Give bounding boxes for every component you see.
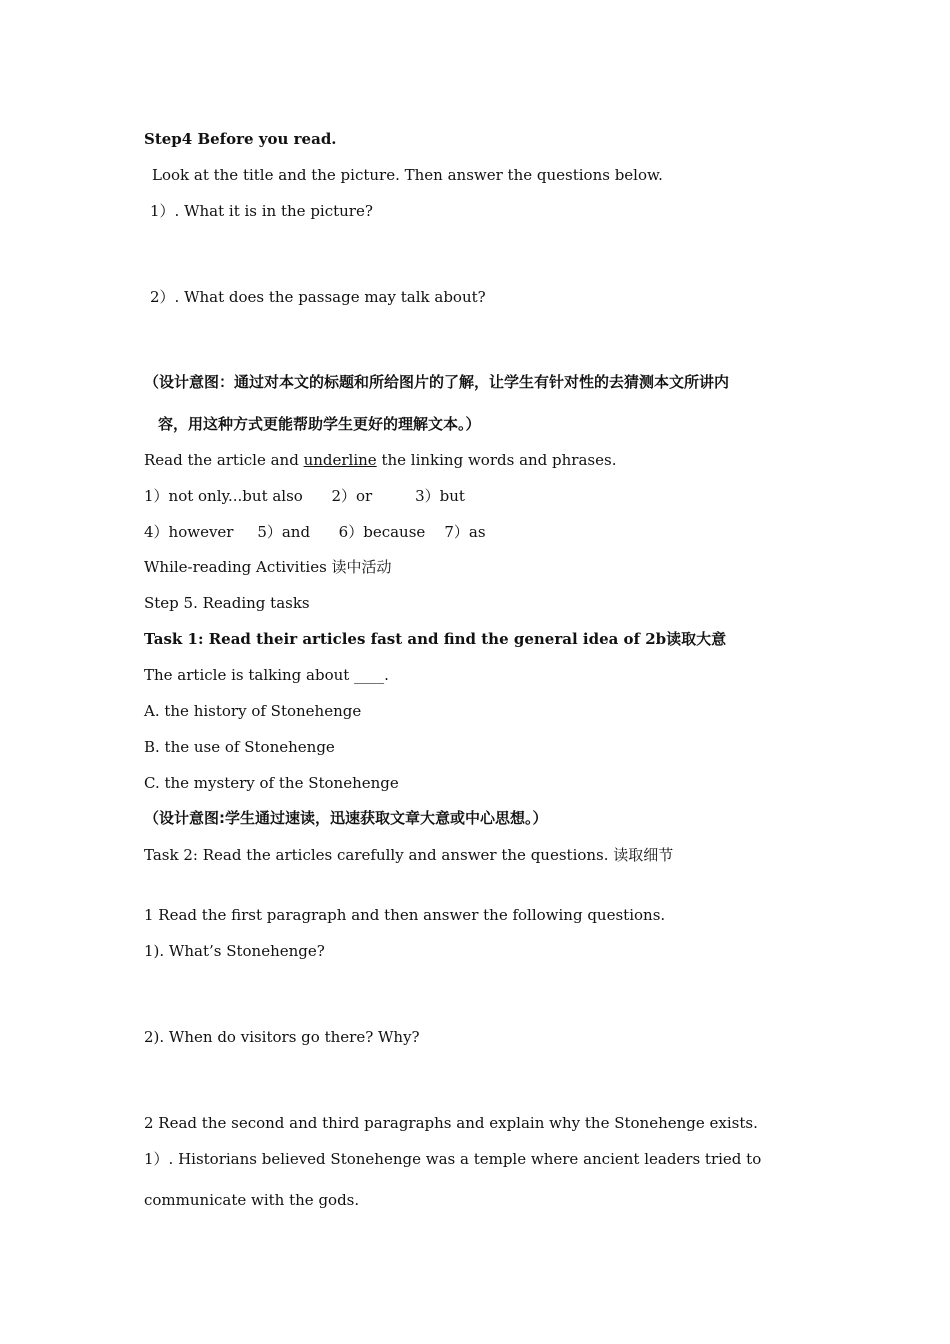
linking-instruction xyxy=(144,450,616,470)
linking-instruction-post: the linking words and phrases. xyxy=(376,451,617,469)
linking-instruction-pre: Read the article and xyxy=(144,451,304,469)
task1-question: The article is talking about ____. xyxy=(144,666,389,684)
task2-part2-answer-1-line1: 1）. Historians believed Stonehenge was a temple where ancient leaders tried to xyxy=(144,1150,762,1168)
task2-part2-answer-1-line2: communicate with the gods. xyxy=(144,1191,360,1209)
design-note-1-line1: （设计意图：通过对本文的标题和所给图片的了解，让学生有针对性的去猜测本文所讲内 xyxy=(144,373,730,391)
task1-option-c: C. the mystery of the Stonehenge xyxy=(144,774,399,792)
step4-question-2: 2）. What does the passage may talk about? xyxy=(150,288,486,306)
task2-part1-instruction: 1 Read the first paragraph and then answer the following questions. xyxy=(144,906,666,924)
task2-part1-question-1: 1). What’s Stonehenge? xyxy=(144,942,325,960)
step5-heading: Step 5. Reading tasks xyxy=(144,594,310,612)
task1-option-b: B. the use of Stonehenge xyxy=(144,738,335,756)
underline-word: underline xyxy=(303,451,377,469)
design-note-2: （设计意图:学生通过速读，迅速获取文章大意或中心思想。） xyxy=(144,809,548,827)
step4-question-1: 1）. What it is in the picture? xyxy=(150,202,373,220)
design-note-1-line2: 容，用这种方式更能帮助学生更好的理解文本。） xyxy=(158,415,481,433)
task1-heading: Task 1: Read their articles fast and find the general idea of 2b读取大意 xyxy=(144,630,727,648)
task1-option-a: A. the history of Stonehenge xyxy=(144,702,362,720)
linking-words-row-1: 1）not only...but also 2）or 3）but xyxy=(144,487,465,505)
step4-heading: Step4 Before you read. xyxy=(144,130,337,148)
task2-part1-question-2: 2). When do visitors go there? Why? xyxy=(144,1028,420,1046)
step4-instruction: Look at the title and the picture. Then answer the questions below. xyxy=(152,166,663,184)
while-reading-heading: While-reading Activities 读中活动 xyxy=(144,558,392,576)
task2-heading: Task 2: Read the articles carefully and answer the questions. 读取细节 xyxy=(144,846,674,864)
linking-words-row-2: 4）however 5）and 6）because 7）as xyxy=(144,523,486,541)
task2-part2-instruction: 2 Read the second and third paragraphs and explain why the Stonehenge exists. xyxy=(144,1114,758,1132)
